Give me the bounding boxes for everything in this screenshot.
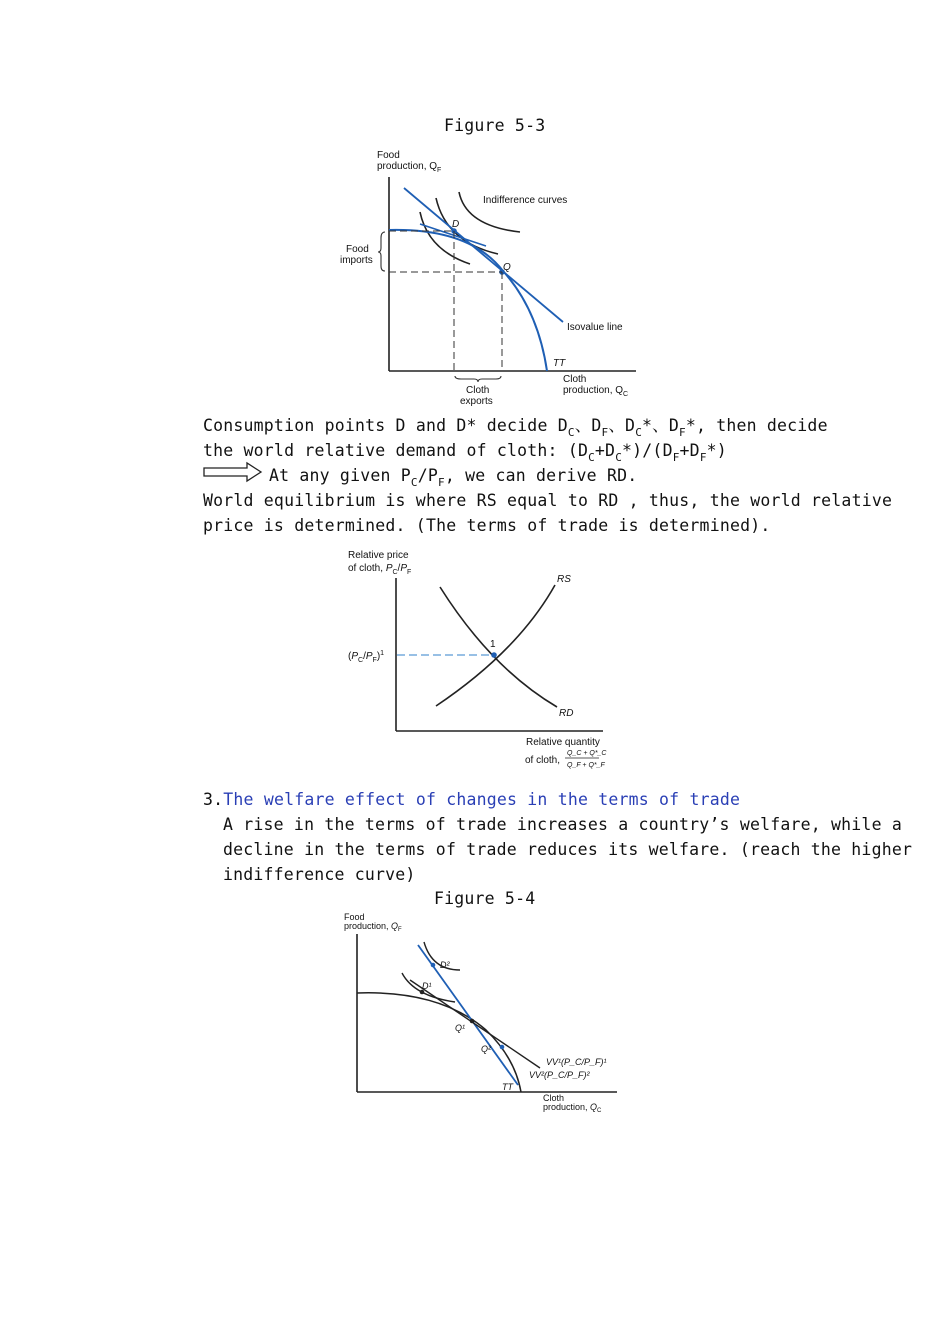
- q1-point: [470, 1019, 475, 1024]
- f54-tt-curve: [357, 993, 521, 1092]
- equilibrium-label: 1: [490, 639, 496, 650]
- x-axis-label-2: production, $Q_C$: [563, 385, 629, 398]
- indifference-curves-label: Indifference curves: [483, 195, 568, 206]
- f54-tt-label: TT: [502, 1082, 513, 1092]
- cloth-exports-label-2: exports: [460, 396, 493, 407]
- cloth-exports-label: Cloth: [466, 385, 490, 396]
- q1-label: Q¹: [455, 1023, 465, 1033]
- rs-rd-y-label: Relative price: [348, 550, 409, 561]
- world-equilibrium-line: World equilibrium is where RS equal to RD , thus, the world relative: [203, 491, 893, 510]
- price-label: $(P_C/P_F)^1$: [348, 650, 385, 664]
- vv1-line: [410, 980, 540, 1068]
- f54-x-label-2: production, $Q_C$: [543, 1102, 602, 1114]
- rs-rd-x-label-2: of cloth,: [525, 755, 561, 766]
- f54-y-label: Food: [344, 912, 365, 922]
- world-relative-demand-line: the world relative demand of cloth: $(D_C+D_C*)/(D_F+D_F*)$: [203, 441, 727, 464]
- f54-x-label: Cloth: [543, 1093, 565, 1103]
- consumption-points-line: Consumption points D and D* decide $D_C$、$D_F$、$D_C*$、$D_F*$, then decide: [203, 416, 828, 439]
- d2-point: [431, 963, 436, 968]
- food-imports-label-2: imports: [340, 255, 373, 266]
- derive-rd-line: At any given $P_C/P_F$, we can derive RD.: [269, 466, 638, 489]
- section-3-line-2: decline in the terms of trade reduces its welfare. (reach the higher: [223, 840, 913, 859]
- isovalue-line-label: Isovalue line: [567, 322, 623, 333]
- rs-label: RS: [557, 574, 571, 585]
- y-axis-label-2: production, $Q_F$: [377, 161, 442, 174]
- point-d-label: D: [452, 219, 460, 230]
- section-3-line-1: A rise in the terms of trade increases a country’s welfare, while a: [223, 815, 902, 834]
- rd-label: RD: [559, 708, 574, 719]
- x-frac-den: Q_F + Q*_F: [567, 762, 605, 769]
- rs-rd-x-label: Relative quantity: [526, 737, 600, 748]
- price-determined-line: price is determined. (The terms of trade is determined).: [203, 516, 771, 535]
- f54-y-label-2: production, $Q_F$: [344, 921, 402, 933]
- q2-point: [500, 1045, 505, 1050]
- vv2-label: VV²(P_C/P_F)²: [529, 1070, 590, 1080]
- section-3-line-3: indifference curve): [223, 865, 416, 884]
- point-q-label: Q: [503, 262, 511, 273]
- d2-label: D²: [440, 960, 450, 970]
- q2-label: Q²: [481, 1044, 491, 1054]
- rs-rd-y-label-2: of cloth, $P_C/P_F$: [348, 563, 412, 576]
- tt-label: TT: [553, 358, 566, 369]
- d1-label: D¹: [422, 981, 432, 991]
- food-imports-label: Food: [346, 244, 369, 255]
- section-3-heading: 3.The welfare effect of changes in the terms of trade: [203, 790, 741, 809]
- figure-5-4-caption: Figure 5-4: [434, 889, 536, 908]
- figure-5-3-caption: Figure 5-3: [444, 116, 546, 135]
- x-axis-label: Cloth: [563, 374, 587, 385]
- x-frac-num: Q_C + Q*_C: [567, 750, 607, 757]
- y-axis-label: Food: [377, 150, 400, 161]
- vv1-label: VV¹(P_C/P_F)¹: [546, 1057, 607, 1067]
